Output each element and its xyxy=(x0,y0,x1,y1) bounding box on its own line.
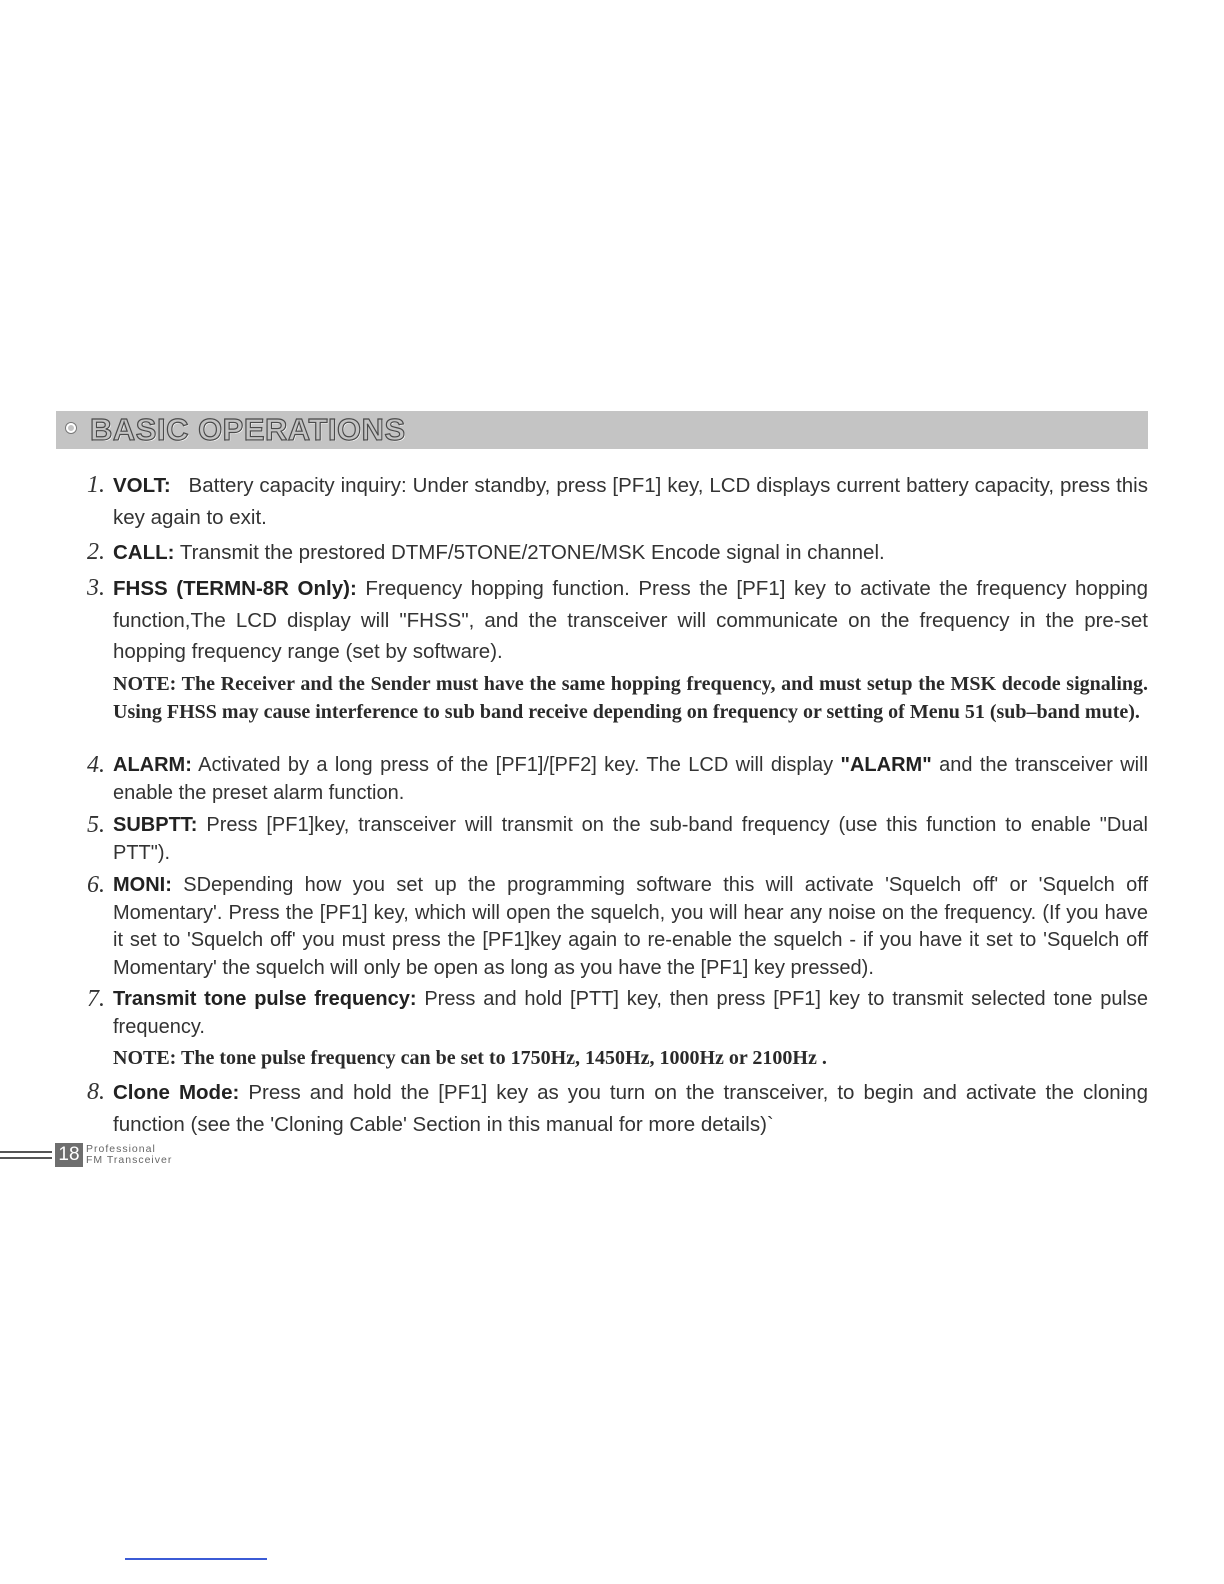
list-item-moni xyxy=(87,872,1149,982)
footer-label xyxy=(86,1144,172,1166)
item-number: 1. xyxy=(87,472,105,498)
item-keyword: CALL: xyxy=(113,541,175,564)
item-text: Press [PF1]key, transceiver will transmit on the sub-band frequency (use this function to enable "Dual PTT"). xyxy=(113,814,1148,864)
item-keyword: FHSS (TERMN-8R Only): xyxy=(113,577,357,600)
item-text: Press and hold the [PF1] key as you turn on the transceiver, to begin and activate the cloning function (see the 'Cloning Cable' Section in this manual for more details)` xyxy=(113,1081,1148,1136)
section-title: BASIC OPERATIONS xyxy=(90,412,406,447)
item-number: 4. xyxy=(87,752,105,778)
item-keyword: VOLT: xyxy=(113,474,171,497)
list-item-tone-pulse xyxy=(87,986,1149,1041)
item-number: 5. xyxy=(87,812,105,838)
footer-rule xyxy=(0,1149,52,1161)
item-text: Battery capacity inquiry: Under standby, press [PF1] key, LCD displays current battery capacity, press this key again to exit. xyxy=(113,474,1148,529)
item-text-after: and the transceiver will enable the preset alarm function. xyxy=(113,754,1149,804)
item-keyword: ALARM: xyxy=(113,754,192,776)
list-item-volt xyxy=(87,470,1148,533)
list-item-clone-mode xyxy=(87,1077,1148,1140)
footer-line-1: Professional xyxy=(86,1143,156,1155)
list-item-subptt xyxy=(87,812,1148,867)
item-text: Frequency hopping function. Press the [PF1] key to activate the frequency hopping function,The LCD display will "FHSS", and the transceiver will communicate on the frequency in the pre-set hopping frequency range (set by software). xyxy=(113,577,1148,663)
item-bold-text: "ALARM" xyxy=(840,754,932,776)
note-fhss: NOTE: The Receiver and the Sender must have the same hopping frequency, and must setup the MSK decode signaling. Using FHSS may cause interference to sub band receive depending on frequency or setting of Menu 51 (sub–band mute). xyxy=(113,673,1148,723)
item-text: Transmit the prestored DTMF/5TONE/2TONE/MSK Encode signal in channel. xyxy=(179,541,885,564)
note-tone-pulse: NOTE: The tone pulse frequency can be set to 1750Hz, 1450Hz, 1000Hz or 2100Hz . xyxy=(113,1047,827,1069)
item-keyword: Transmit tone pulse frequency: xyxy=(113,988,417,1010)
item-number: 8. xyxy=(87,1079,105,1105)
item-text: SDepending how you set up the programming software this will activate 'Squelch off' or 'Squelch off Momentary'. Press the [PF1] key, which will open the squelch, you will hear any noise on the frequency. (If you have it set to 'Squelch off' you must press the [PF1]key again to re-enable the squelch - if you have it set to 'Squelch off Momentary' the squelch will only be open as long as you have the [PF1] key pressed). xyxy=(113,874,1149,979)
section-header xyxy=(56,411,1148,449)
list-item-fhss xyxy=(87,573,1148,668)
item-text: Activated by a long press of the [PF1]/[PF2] key. The LCD will display xyxy=(198,754,834,776)
item-text: Press and hold [PTT] key, then press [PF1] key to transmit selected tone pulse frequency. xyxy=(113,988,1149,1038)
item-keyword: MONI: xyxy=(113,874,172,896)
item-keyword: SUBPTT: xyxy=(113,814,198,836)
footer-line-2: FM Transceiver xyxy=(86,1154,173,1166)
list-item-alarm xyxy=(87,752,1149,807)
bullet-circle-icon xyxy=(66,423,76,433)
item-number: 2. xyxy=(87,539,105,565)
item-keyword: Clone Mode: xyxy=(113,1081,240,1104)
list-item-call xyxy=(87,537,1148,569)
item-number: 7. xyxy=(87,986,105,1012)
link-underline[interactable] xyxy=(125,1558,267,1560)
item-number: 6. xyxy=(87,872,105,898)
item-number: 3. xyxy=(87,575,105,601)
page-number: 18 xyxy=(55,1143,83,1167)
